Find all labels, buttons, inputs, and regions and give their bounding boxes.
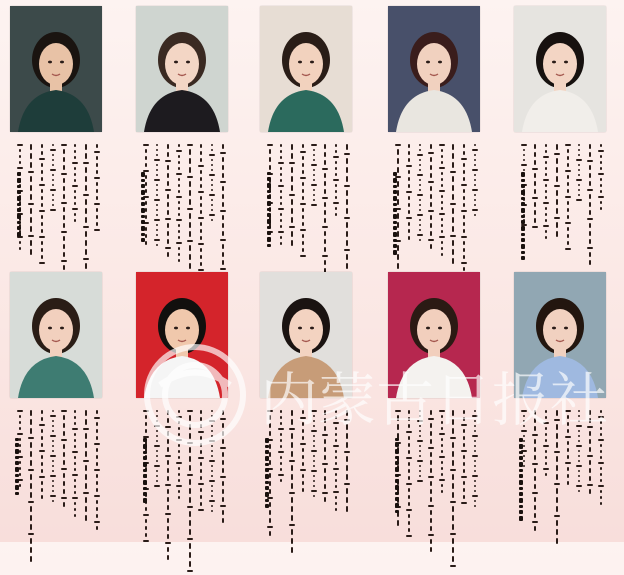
script-column	[553, 144, 561, 240]
script-column	[186, 410, 194, 575]
script-column	[321, 144, 329, 276]
script-column	[586, 410, 594, 497]
portrait-card	[258, 272, 368, 538]
portrait-photo	[10, 272, 102, 398]
portrait-photo	[136, 272, 228, 398]
script-column	[449, 144, 457, 267]
mongolian-caption	[388, 144, 488, 264]
script-column	[208, 144, 216, 224]
script-column	[332, 410, 340, 514]
script-column	[60, 144, 68, 281]
script-column	[93, 144, 101, 234]
script-column	[416, 410, 424, 485]
script-column	[542, 410, 550, 479]
script-column	[175, 410, 183, 502]
script-column	[460, 410, 468, 507]
script-column	[310, 410, 318, 500]
name-column	[518, 172, 528, 262]
name-column	[14, 172, 24, 239]
portrait-card	[386, 6, 496, 272]
mongolian-caption	[10, 144, 110, 264]
portrait-photo	[514, 6, 606, 132]
mongolian-caption	[136, 410, 236, 530]
script-column	[427, 144, 435, 252]
portrait-photo	[136, 6, 228, 132]
script-column	[60, 410, 68, 510]
script-column	[471, 410, 479, 510]
script-column	[449, 410, 457, 570]
script-column	[71, 410, 79, 520]
script-column	[575, 144, 583, 204]
mongolian-caption	[514, 410, 614, 530]
script-column	[299, 410, 307, 495]
script-column	[27, 144, 35, 258]
script-column	[153, 410, 161, 490]
script-column	[219, 410, 227, 526]
script-column	[153, 144, 161, 249]
script-column	[405, 410, 413, 540]
name-column	[264, 172, 274, 249]
portrait-photo	[388, 6, 480, 132]
script-column	[288, 144, 296, 249]
script-column	[531, 410, 539, 534]
script-column	[49, 144, 57, 214]
mongolian-caption	[10, 410, 110, 530]
portrait-card	[134, 6, 244, 272]
script-column	[553, 410, 561, 547]
name-column	[138, 172, 148, 244]
portrait-photo	[388, 272, 480, 398]
script-column	[93, 410, 101, 533]
script-column	[82, 410, 90, 524]
portrait-card	[512, 6, 622, 272]
mongolian-caption	[260, 410, 360, 530]
script-column	[597, 144, 605, 213]
script-column	[586, 144, 594, 268]
portrait-photo	[514, 272, 606, 398]
script-column	[438, 144, 446, 259]
script-column	[27, 410, 35, 565]
script-column	[438, 410, 446, 496]
script-column	[197, 410, 205, 514]
script-column	[321, 410, 329, 505]
script-column	[564, 144, 572, 253]
mongolian-caption	[514, 144, 614, 264]
script-column	[277, 410, 285, 485]
portrait-photo	[260, 6, 352, 132]
name-column	[12, 438, 22, 497]
portrait-photo	[10, 6, 102, 132]
name-column	[262, 438, 272, 510]
name-column	[140, 438, 150, 505]
script-column	[164, 410, 172, 563]
script-column	[564, 410, 572, 488]
script-column	[299, 144, 307, 260]
mongolian-caption	[136, 144, 236, 264]
script-column	[164, 144, 172, 260]
script-column	[310, 144, 318, 209]
script-column	[288, 410, 296, 556]
name-column	[390, 172, 400, 257]
mongolian-caption	[388, 410, 488, 530]
script-column	[597, 410, 605, 508]
script-column	[343, 144, 351, 286]
name-column	[516, 438, 526, 523]
portrait-photo	[260, 272, 352, 398]
script-column	[197, 144, 205, 281]
script-column	[38, 144, 46, 267]
portrait-card	[386, 272, 496, 538]
script-column	[186, 144, 194, 272]
script-column	[71, 144, 79, 225]
script-column	[208, 410, 216, 515]
script-column	[49, 410, 57, 505]
portrait-card	[8, 272, 118, 538]
script-column	[38, 410, 46, 502]
script-column	[405, 144, 413, 243]
script-column	[531, 144, 539, 231]
script-column	[343, 410, 351, 515]
script-column	[542, 144, 550, 242]
script-column	[471, 144, 479, 219]
script-column	[416, 144, 424, 244]
mongolian-caption	[260, 144, 360, 264]
script-column	[175, 144, 183, 265]
portrait-card	[8, 6, 118, 272]
portrait-card	[258, 6, 368, 272]
name-column	[392, 438, 402, 515]
script-column	[427, 410, 435, 555]
script-column	[575, 410, 583, 495]
script-column	[460, 144, 468, 274]
watermark-text: 内蒙古日报社	[260, 366, 609, 434]
portrait-card	[512, 272, 622, 538]
script-column	[277, 144, 285, 248]
script-column	[332, 144, 340, 219]
portrait-card	[134, 272, 244, 538]
